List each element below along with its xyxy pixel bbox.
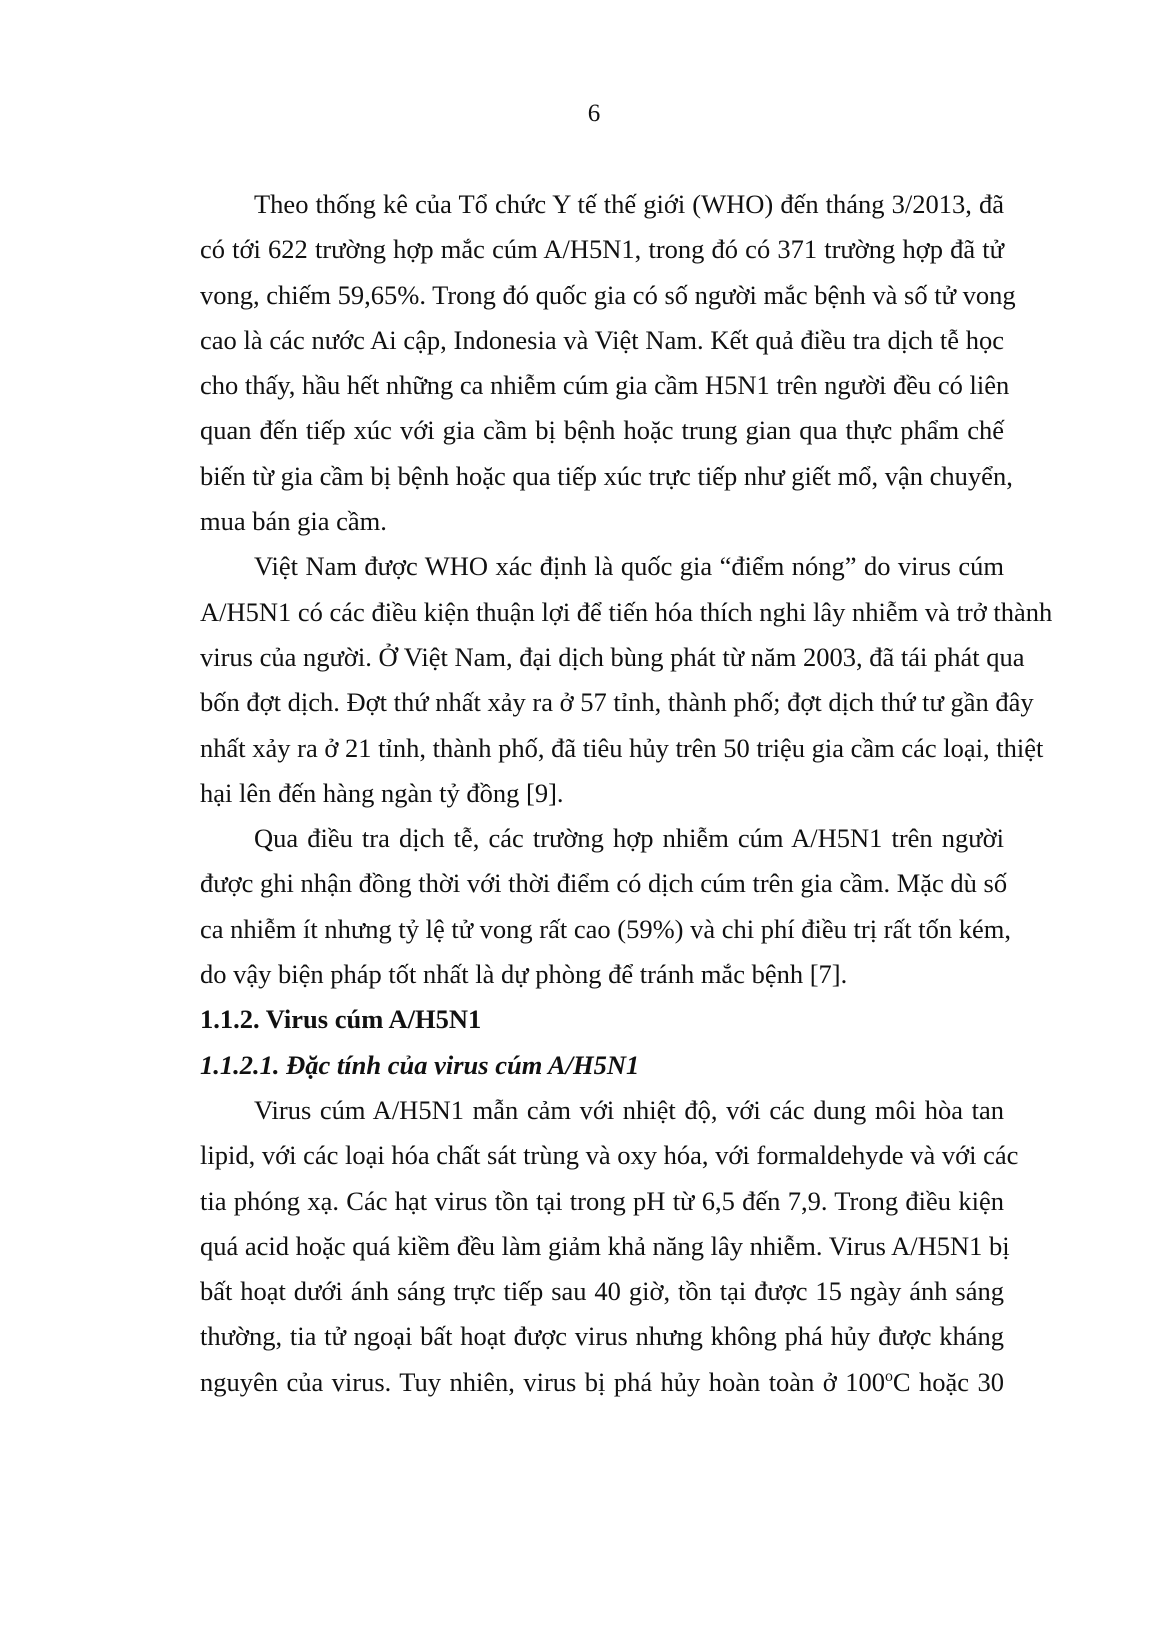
text-line: Virus cúm A/H5N1 mẫn cảm với nhiệt độ, với các dung môi hòa tan bbox=[254, 1094, 1004, 1125]
paragraph-vietnam-hotspot bbox=[200, 544, 1053, 816]
degree-superscript: o bbox=[884, 1367, 893, 1385]
section-heading: 1.1.2. Virus cúm A/H5N1 bbox=[200, 1004, 482, 1035]
text-line: quá acid hoặc quá kiềm đều làm giảm khả năng lây nhiễm. Virus A/H5N1 bị bbox=[200, 1230, 1010, 1261]
text-line: cao là các nước Ai cập, Indonesia và Việt Nam. Kết quả điều tra dịch tễ học bbox=[200, 324, 1004, 355]
text-line: vong, chiếm 59,65%. Trong đó quốc gia có số người mắc bệnh và số tử vong bbox=[200, 279, 1016, 310]
text-line: quan đến tiếp xúc với gia cầm bị bệnh hoặc trung gian qua thực phẩm chế bbox=[200, 415, 1004, 446]
document-body bbox=[200, 182, 1053, 1405]
text-line: có tới 622 trường hợp mắc cúm A/H5N1, trong đó có 371 trường hợp đã tử bbox=[200, 234, 1004, 265]
text-line: được ghi nhận đồng thời với thời điểm có dịch cúm trên gia cầm. Mặc dù số bbox=[200, 868, 1008, 899]
text-line: Việt Nam được WHO xác định là quốc gia “điểm nóng” do virus cúm bbox=[254, 551, 1004, 582]
text-line: lipid, với các loại hóa chất sát trùng và oxy hóa, với formaldehyde và với các bbox=[200, 1140, 1019, 1171]
text-line: bốn đợt dịch. Đợt thứ nhất xảy ra ở 57 tỉnh, thành phố; đợt dịch thứ tư gần đây bbox=[200, 687, 1034, 718]
page-number: 6 bbox=[587, 100, 601, 127]
text-line: ca nhiễm ít nhưng tỷ lệ tử vong rất cao (59%) và chi phí điều trị rất tốn kém, bbox=[200, 913, 1011, 944]
text-line: A/H5N1 có các điều kiện thuận lợi để tiến hóa thích nghi lây nhiễm và trở thành bbox=[200, 596, 1053, 627]
subsection-heading: 1.1.2.1. Đặc tính của virus cúm A/H5N1 bbox=[200, 1049, 640, 1080]
text-line: do vậy biện pháp tốt nhất là dự phòng để tránh mắc bệnh [7]. bbox=[200, 959, 848, 990]
text-line: tia phóng xạ. Các hạt virus tồn tại trong pH từ 6,5 đến 7,9. Trong điều kiện bbox=[200, 1185, 1004, 1216]
paragraph-virus-properties bbox=[200, 1088, 1019, 1405]
text-line: biến từ gia cầm bị bệnh hoặc qua tiếp xúc trực tiếp như giết mổ, vận chuyển, bbox=[200, 460, 1013, 491]
paragraph-epidemiology bbox=[200, 816, 1011, 997]
text-line: bất hoạt dưới ánh sáng trực tiếp sau 40 giờ, tồn tại được 15 ngày ánh sáng bbox=[200, 1276, 1004, 1307]
text-line: Qua điều tra dịch tễ, các trường hợp nhiễm cúm A/H5N1 trên người bbox=[254, 823, 1004, 854]
text-segment: nguyên của virus. Tuy nhiên, virus bị phá hủy hoàn toàn ở 100 bbox=[200, 1366, 885, 1397]
text-line: cho thấy, hầu hết những ca nhiễm cúm gia cầm H5N1 trên người đều có liên bbox=[200, 370, 1010, 401]
text-line: mua bán gia cầm. bbox=[200, 506, 387, 537]
text-line: hại lên đến hàng ngàn tỷ đồng [9]. bbox=[200, 777, 564, 808]
text-line bbox=[200, 1360, 1004, 1405]
text-line: virus của người. Ở Việt Nam, đại dịch bùng phát từ năm 2003, đã tái phát qua bbox=[200, 641, 1025, 672]
text-line: nhất xảy ra ở 21 tỉnh, thành phố, đã tiêu hủy trên 50 triệu gia cầm các loại, thiệt bbox=[200, 732, 1044, 763]
text-line: Theo thống kê của Tổ chức Y tế thế giới (WHO) đến tháng 3/2013, đã bbox=[254, 189, 1004, 219]
paragraph-who-statistics bbox=[200, 182, 1016, 544]
text-segment: C hoặc 30 bbox=[892, 1366, 1004, 1397]
text-line: thường, tia tử ngoại bất hoạt được virus nhưng không phá hủy được kháng bbox=[200, 1321, 1004, 1352]
